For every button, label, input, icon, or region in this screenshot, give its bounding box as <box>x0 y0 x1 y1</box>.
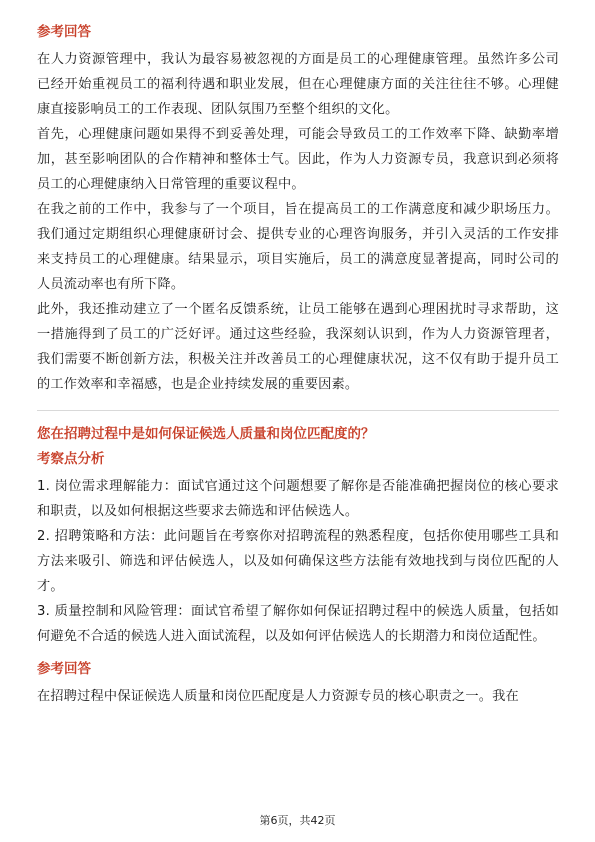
answer-paragraph: 首先，心理健康问题如果得不到妥善处理，可能会导致员工的工作效率下降、缺勤率增加，甚至影响团队的合作精神和整体士气。因此，作为人力资源专员，我意识到必须将员工的心理健康纳入日常管理的重要议程中。 <box>37 127 559 192</box>
page-number: 第6页，共42页 <box>259 814 336 827</box>
analysis-item: 2. 招聘策略和方法：此问题旨在考察你对招聘流程的熟悉程度，包括你使用哪些工具和方法来吸引、筛选和评估候选人，以及如何确保这些方法能有效地找到与岗位匹配的人才。 <box>37 529 559 594</box>
interview-question: 您在招聘过程中是如何保证候选人质量和岗位匹配度的？ <box>37 426 375 442</box>
analysis-heading: 考察点分析 <box>37 451 105 467</box>
answer-paragraph: 在人力资源管理中，我认为最容易被忽视的方面是员工的心理健康管理。虽然许多公司已经开始重视员工的福利待遇和职业发展，但在心理健康方面的关注往往不够。心理健康直接影响员工的工作表现、团队氛围乃至整个组织的文化。 <box>37 52 559 117</box>
answer-paragraph: 此外，我还推动建立了一个匿名反馈系统，让员工能够在遇到心理困扰时寻求帮助，这一措施得到了员工的广泛好评。通过这些经验，我深刻认识到，作为人力资源管理者，我们需要不断创新方法，积极关注并改善员工的心理健康状况，这不仅有助于提升员工的工作效率和幸福感，也是企业持续发展的重要因素。 <box>37 302 559 392</box>
analysis-item: 3. 质量控制和风险管理：面试官希望了解你如何保证招聘过程中的候选人质量，包括如何避免不合适的候选人进入面试流程，以及如何评估候选人的长期潜力和岗位适配性。 <box>37 604 559 644</box>
answer-paragraph: 在我之前的工作中，我参与了一个项目，旨在提高员工的工作满意度和减少职场压力。我们通过定期组织心理健康研讨会、提供专业的心理咨询服务，并引入灵活的工作安排来支持员工的心理健康。结果显示，项目实施后，员工的满意度显著提高，同时公司的人员流动率也有所下降。 <box>37 202 559 292</box>
spacer <box>37 649 559 659</box>
reference-answer-heading: 参考回答 <box>37 24 91 40</box>
answer-paragraph: 在招聘过程中保证候选人质量和岗位匹配度是人力资源专员的核心职责之一。我在 <box>37 689 519 704</box>
page-content <box>37 22 559 709</box>
reference-answer-heading: 参考回答 <box>37 661 91 677</box>
analysis-item: 1. 岗位需求理解能力：面试官通过这个问题想要了解你是否能准确把握岗位的核心要求和职责，以及如何根据这些要求去筛选和评估候选人。 <box>37 479 559 519</box>
section-divider <box>37 410 559 411</box>
